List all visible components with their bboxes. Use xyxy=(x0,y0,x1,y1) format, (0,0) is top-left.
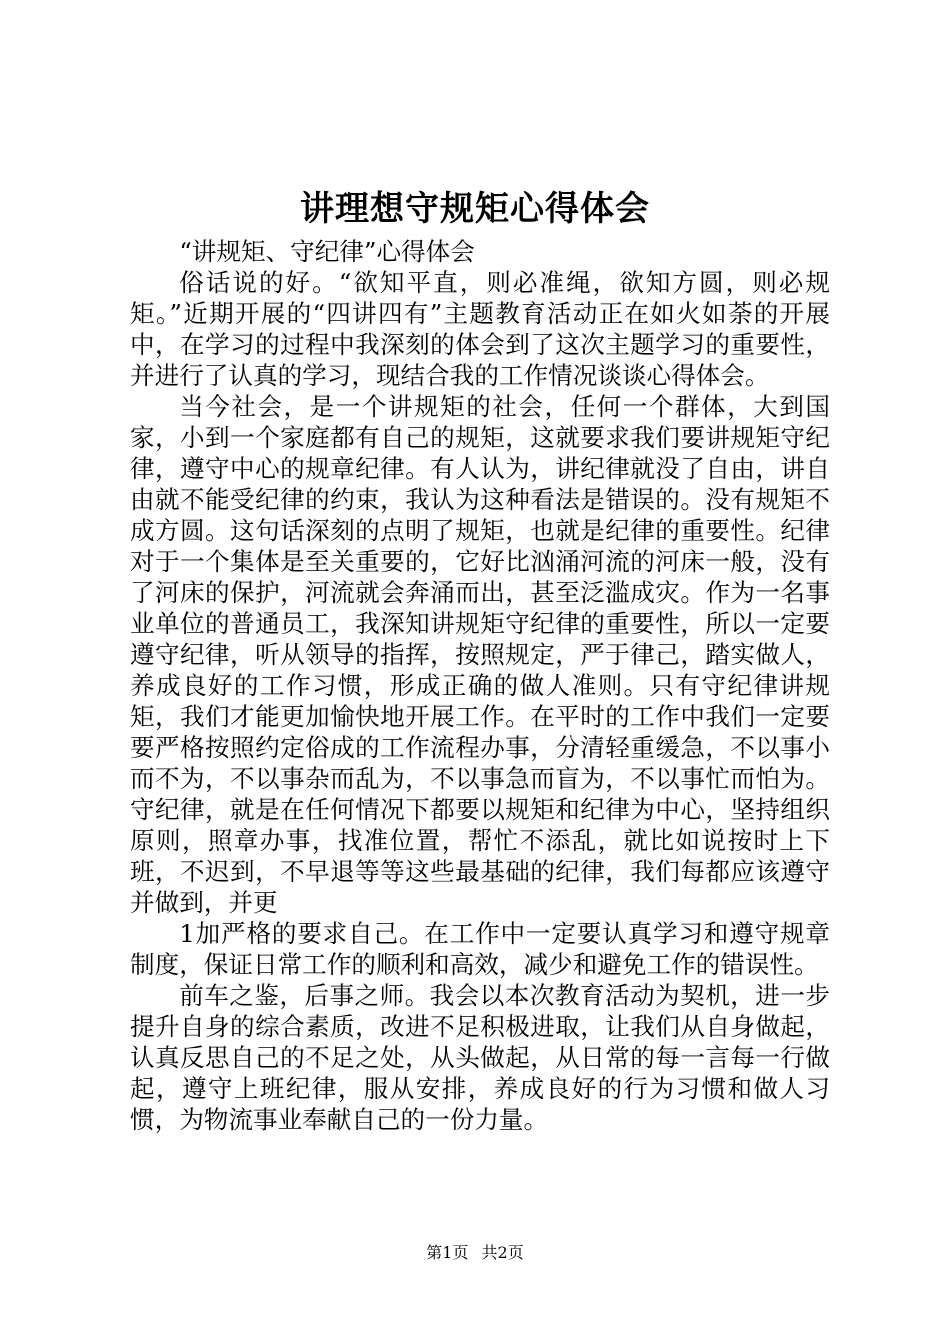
document-body xyxy=(130,236,830,1135)
body-paragraph: 1加严格的要求自己。在工作中一定要认真学习和遵守规章制度，保证日常工作的顺利和高效，减少和避免工作的错误性。 xyxy=(130,919,830,979)
subtitle-paragraph: “讲规矩、守纪律”心得体会 xyxy=(179,237,475,266)
body-paragraph: 俗话说的好。“欲知平直，则必准绳，欲知方圆，则必规矩。”近期开展的“四讲四有”主题教育活动正在如火如荼的开展中，在学习的过程中我深刻的体会到了这次主题学习的重要性，并进行了认真的学习，现结合我的工作情况谈谈心得体会。 xyxy=(130,268,830,390)
page-number: 第1页 xyxy=(426,1243,469,1262)
page-total: 共2页 xyxy=(481,1243,524,1262)
document-title: 讲理想守规矩心得体会 xyxy=(300,189,650,229)
body-paragraph: 当今社会，是一个讲规矩的社会，任何一个群体，大到国家，小到一个家庭都有自己的规矩，这就要求我们要讲规矩守纪律，遵守中心的规章纪律。有人认为，讲纪律就没了自由，讲自由就不能受纪律的约束，我认为这种看法是错误的。没有规矩不成方圆。这句话深刻的点明了规矩，也就是纪律的重要性。纪律对于一个集体是至关重要的，它好比汹涌河流的河床一般，没有了河床的保护，河流就会奔涌而出，甚至泛滥成灾。作为一名事业单位的普通员工，我深知讲规矩守纪律的重要性，所以一定要遵守纪律，听从领导的指挥，按照规定，严于律己，踏实做人，养成良好的工作习惯，形成正确的做人准则。只有守纪律讲规矩，我们才能更加愉快地开展工作。在平时的工作中我们一定要要严格按照约定俗成的工作流程办事，分清轻重缓急，不以事小而不为，不以事杂而乱为，不以事急而盲为，不以事忙而怕为。守纪律，就是在任何情况下都要以规矩和纪律为中心，坚持组织原则，照章办事，找准位置，帮忙不添乱，就比如说按时上下班，不迟到，不早退等等这些最基础的纪律，我们每都应该遵守并做到，并更 xyxy=(130,392,830,917)
page-footer xyxy=(0,1241,950,1265)
body-paragraph: 前车之鉴，后事之师。我会以本次教育活动为契机，进一步提升自身的综合素质，改进不足积极进取，让我们从自身做起，认真反思自己的不足之处，从头做起，从日常的每一言每一行做起，遵守上班纪律，服从安排，养成良好的行为习惯和做人习惯，为物流事业奉献自己的一份力量。 xyxy=(130,981,830,1134)
